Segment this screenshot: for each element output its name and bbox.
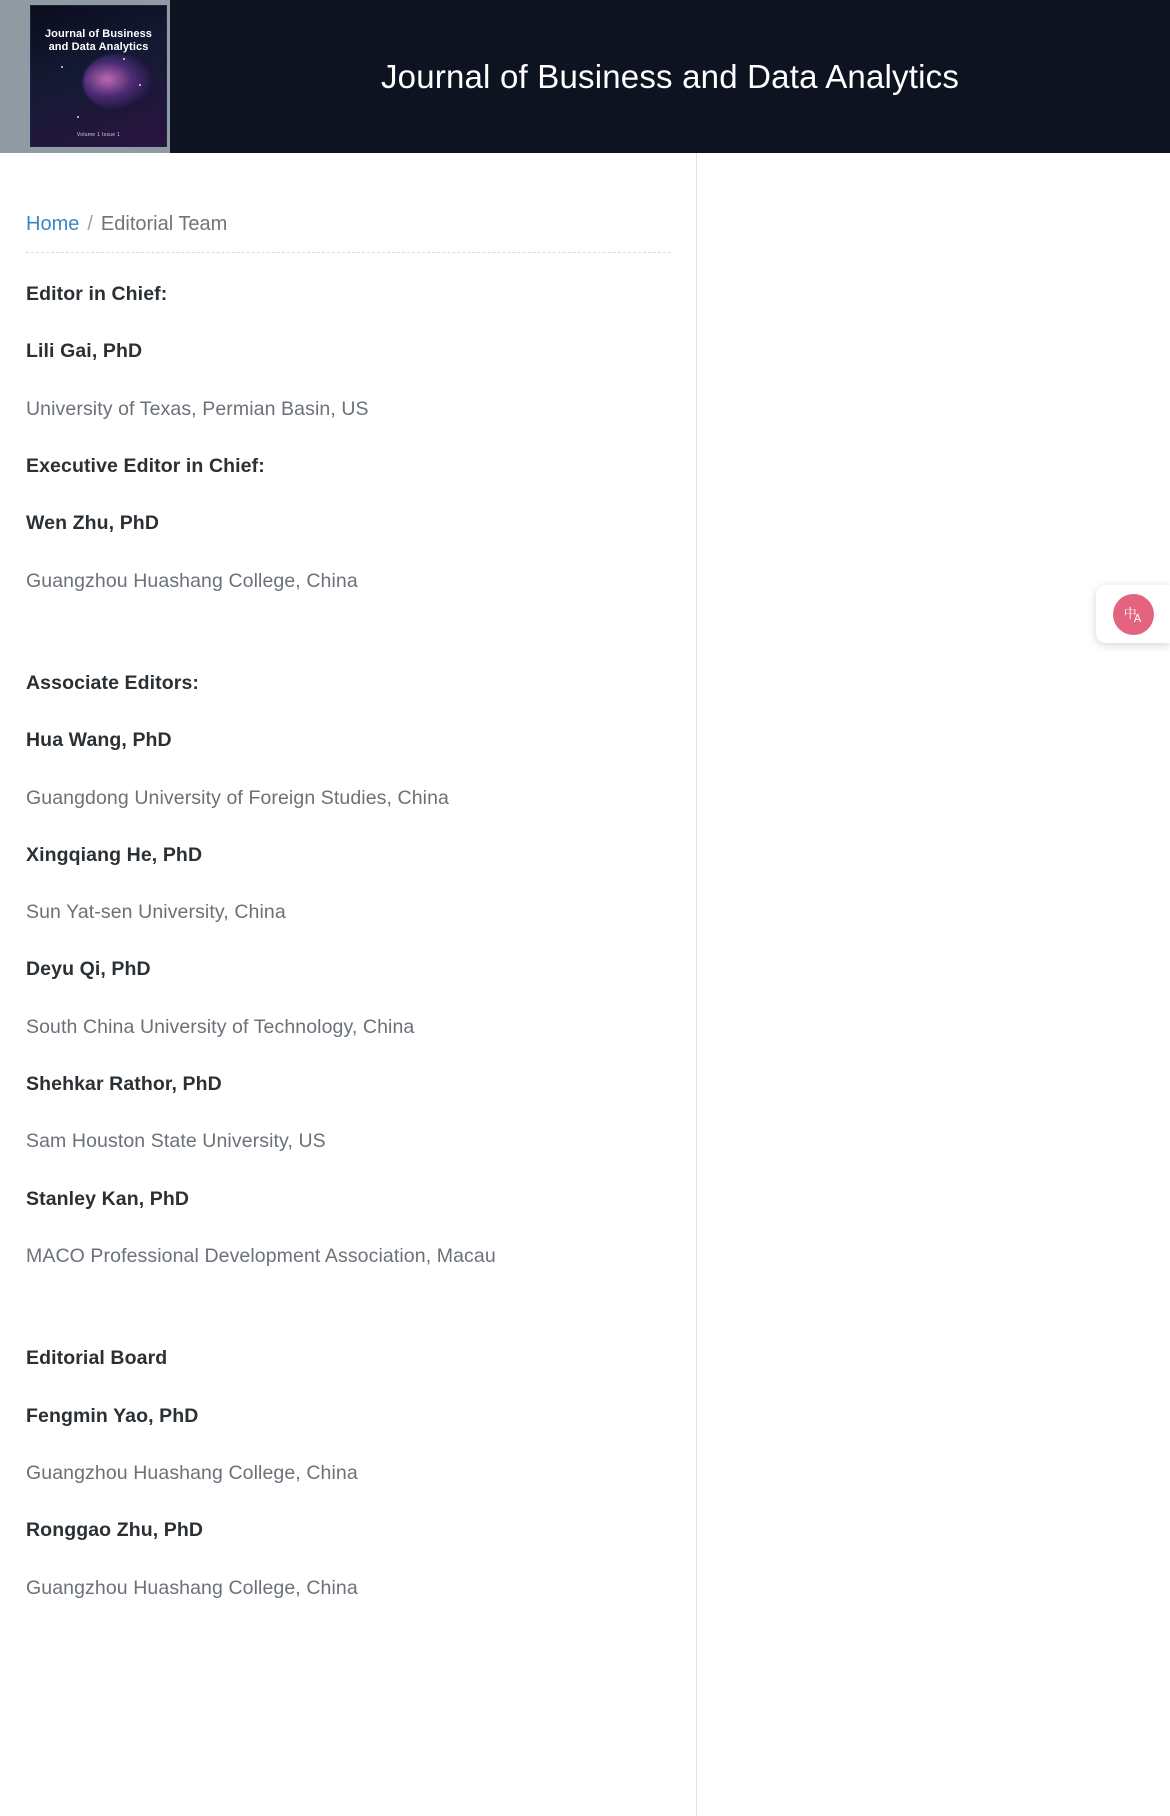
journal-title: Journal of Business and Data Analytics [380, 57, 960, 95]
cover-star-dot [139, 84, 141, 86]
right-sidebar-area [698, 153, 1170, 1816]
cover-star-dot [77, 116, 79, 118]
person-affiliation: South China University of Technology, China [26, 1015, 415, 1038]
person-affiliation: MACO Professional Development Association, Macau [26, 1245, 496, 1267]
translate-icon-cn-glyph: 中 [1123, 606, 1136, 622]
breadcrumb-separator: / [87, 213, 93, 235]
person-name: Lili Gai, PhD [26, 340, 143, 363]
person-affiliation: Guangzhou Huashang College, China [26, 1461, 358, 1484]
person-name: Shehkar Rathor, PhD [26, 1073, 222, 1096]
site-masthead [0, 0, 1170, 153]
translate-widget[interactable] [1096, 585, 1170, 643]
cover-star-dot [61, 66, 63, 68]
person-name: Wen Zhu, PhD [26, 512, 159, 535]
translate-icon-en-glyph: A [1133, 611, 1141, 625]
breadcrumb [26, 213, 671, 253]
section-heading-editorial-board: Editorial Board [26, 1347, 168, 1370]
section-heading-executive-editor-in-chief: Executive Editor in Chief: [26, 454, 265, 477]
section-heading-editor-in-chief: Editor in Chief: [26, 283, 168, 305]
person-name: Hua Wang, PhD [26, 729, 172, 752]
cover-footer-text: Volume 1 Issue 1 [76, 132, 121, 138]
person-affiliation: Sun Yat-sen University, China [26, 901, 286, 924]
person-affiliation: Guangzhou Huashang College, China [26, 1576, 358, 1599]
person-affiliation: Guangzhou Huashang College, China [26, 569, 358, 592]
person-affiliation: Guangdong University of Foreign Studies, China [26, 786, 450, 809]
person-name: Ronggao Zhu, PhD [26, 1519, 204, 1542]
section-heading-associate-editors: Associate Editors: [26, 671, 200, 694]
main-content-column [0, 153, 697, 1816]
cover-title-line2: and Data Analytics [48, 41, 149, 53]
journal-cover-thumbnail[interactable] [30, 5, 167, 147]
person-name: Stanley Kan, PhD [26, 1187, 190, 1210]
cover-title [31, 28, 166, 54]
person-name: Deyu Qi, PhD [26, 958, 151, 981]
cover-star-dot [123, 58, 125, 60]
breadcrumb-link-home[interactable]: Home [26, 213, 80, 235]
breadcrumb-current: Editorial Team [100, 213, 228, 235]
cover-galaxy-graphic [83, 54, 153, 110]
cover-title-line1: Journal of Business [44, 28, 153, 40]
person-name: Xingqiang He, PhD [26, 843, 203, 866]
content-inner [0, 153, 696, 1601]
translate-icon[interactable] [1113, 594, 1154, 635]
person-affiliation: University of Texas, Permian Basin, US [26, 397, 369, 420]
person-name: Fengmin Yao, PhD [26, 1404, 199, 1427]
person-affiliation: Sam Houston State University, US [26, 1130, 326, 1153]
